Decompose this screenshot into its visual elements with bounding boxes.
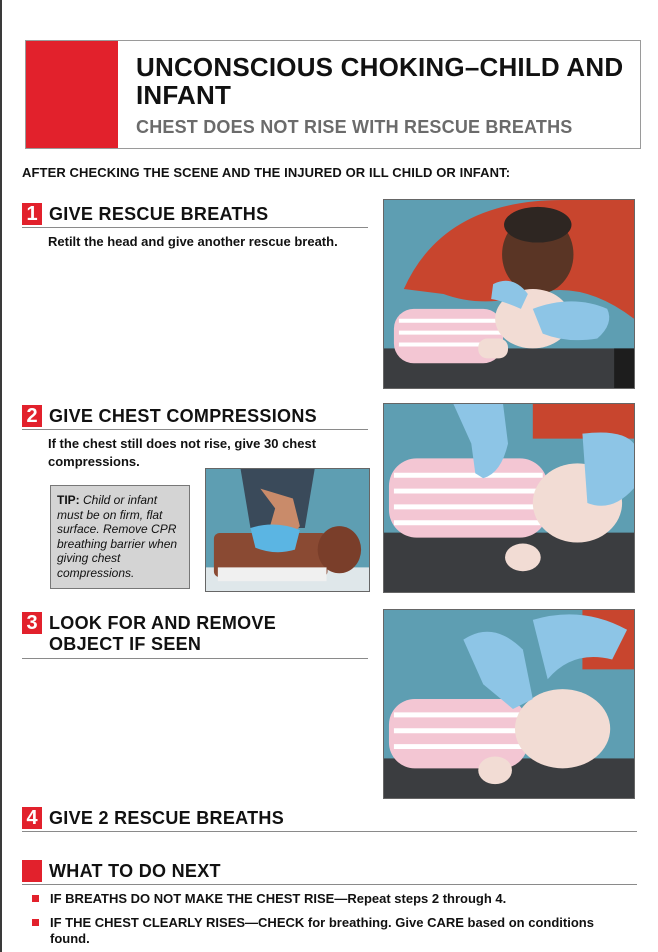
tip-text: Child or infant must be on firm, flat surface. Remove CPR breathing barrier when giving chest compressions. xyxy=(57,493,178,580)
next-red-block xyxy=(22,860,42,882)
step-2-body xyxy=(48,435,358,471)
bullet-square-icon xyxy=(32,919,39,926)
step-2-header xyxy=(22,405,368,430)
photo-remove-object xyxy=(383,609,635,799)
photo-rescue-breath xyxy=(383,199,635,389)
step-4-title: GIVE 2 RESCUE BREATHS xyxy=(49,808,285,828)
page-subtitle: CHEST DOES NOT RISE WITH RESCUE BREATHS xyxy=(136,117,573,137)
header-red-block xyxy=(26,41,118,148)
step-2-body-post: chest compressions. xyxy=(48,436,317,469)
step-1-body: Retilt the head and give another rescue breath. xyxy=(48,234,338,249)
tip-box xyxy=(50,485,190,589)
header-box xyxy=(25,40,641,149)
next-bullet-2-check: CHECK xyxy=(258,915,305,930)
step-4-header xyxy=(22,807,637,832)
next-bullet-1 xyxy=(50,891,610,907)
step-4-number: 4 xyxy=(22,807,42,829)
next-bullet-2-post: based on conditions found. xyxy=(50,915,594,946)
step-1-number: 1 xyxy=(22,203,42,225)
step-3-number: 3 xyxy=(22,612,42,634)
step-2-body-pre: If the chest still does not rise, give xyxy=(48,436,264,451)
next-bullet-2-mid: for breathing. Give xyxy=(304,915,428,930)
step-2-title: GIVE CHEST COMPRESSIONS xyxy=(49,406,317,426)
next-title: WHAT TO DO NEXT xyxy=(49,861,221,881)
bullet-square-icon xyxy=(32,895,39,902)
photo-manikin-compressions xyxy=(205,468,370,592)
step-1-title: GIVE RESCUE BREATHS xyxy=(49,204,269,224)
step-3-title: LOOK FOR AND REMOVE OBJECT IF SEEN xyxy=(49,613,277,654)
intro-text: AFTER CHECKING THE SCENE AND THE INJURED OR ILL CHILD OR INFANT: xyxy=(22,165,511,180)
next-bullet-2-pre: IF THE CHEST CLEARLY RISES— xyxy=(50,915,259,930)
next-header xyxy=(22,860,637,885)
step-2-number: 2 xyxy=(22,405,42,427)
step-1-header xyxy=(22,203,368,228)
page-edge xyxy=(0,0,2,952)
page-title: UNCONSCIOUS CHOKING–CHILD AND INFANT xyxy=(136,52,624,110)
next-bullet-1-text: IF BREATHS DO NOT MAKE THE CHEST RISE—Repeat steps 2 through 4. xyxy=(50,891,507,906)
next-bullet-2 xyxy=(50,915,610,947)
next-bullet-2-care: CARE xyxy=(427,915,464,930)
step-3-header xyxy=(22,612,368,659)
step-2-body-count: 30 xyxy=(264,436,279,451)
photo-infant-compressions xyxy=(383,403,635,593)
tip-label: TIP: xyxy=(57,493,80,507)
